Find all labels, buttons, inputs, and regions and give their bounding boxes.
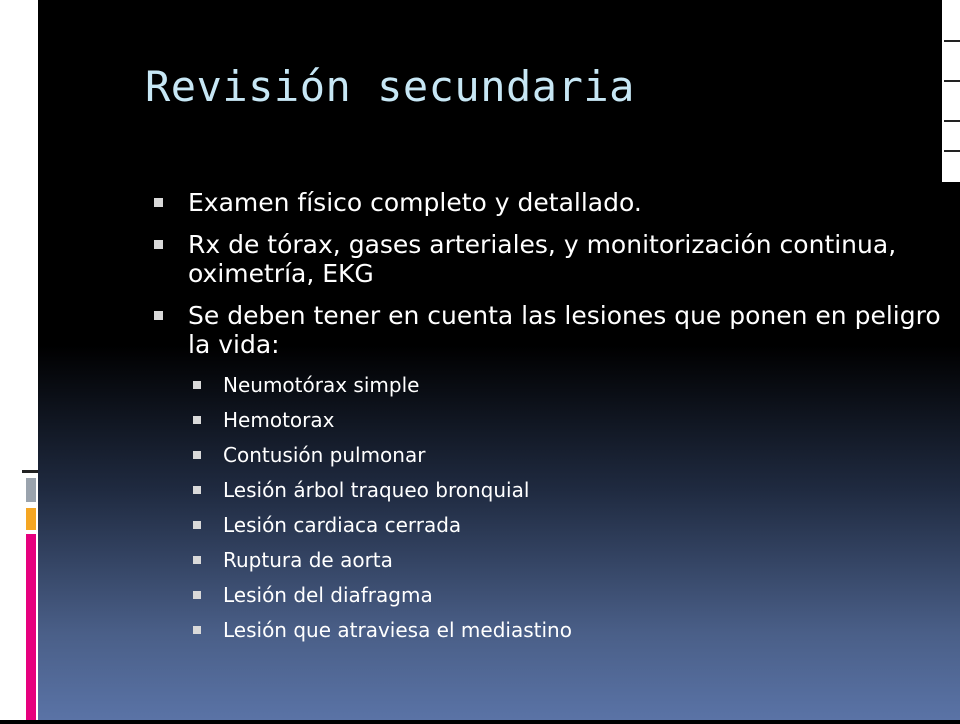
bullet-text: Rx de tórax, gases arteriales, y monitorización continua, oximetría, EKG: [188, 230, 897, 288]
sub-bullet-text: Lesión árbol traqueo bronquial: [223, 478, 530, 502]
sub-bullet-item: [150, 477, 950, 503]
bullet-text: Examen físico completo y detallado.: [188, 188, 642, 217]
bullet-item: [150, 301, 950, 359]
square-bullet-icon: [193, 416, 201, 424]
slide-title: Revisión secundaria: [145, 62, 635, 111]
square-bullet-icon: [154, 311, 163, 320]
square-bullet-icon: [193, 451, 201, 459]
sub-bullet-item: [150, 407, 950, 433]
sub-bullet-text: Lesión del diafragma: [223, 583, 433, 607]
sub-bullet-item: [150, 372, 950, 398]
sub-bullet-text: Ruptura de aorta: [223, 548, 393, 572]
square-bullet-icon: [193, 521, 201, 529]
right-decor-strip: [942, 0, 960, 720]
left-decor-bars: [0, 0, 38, 720]
sub-bullet-item: [150, 547, 950, 573]
sub-bullet-text: Lesión cardiaca cerrada: [223, 513, 462, 537]
slide: [38, 0, 960, 720]
square-bullet-icon: [193, 556, 201, 564]
bullet-list: [150, 188, 950, 652]
sub-bullet-list: [150, 372, 950, 643]
right-decor-blocks: [942, 0, 960, 720]
square-bullet-icon: [154, 240, 163, 249]
sub-bullet-text: Hemotorax: [223, 408, 335, 432]
sub-bullet-item: [150, 442, 950, 468]
sub-bullet-item: [150, 582, 950, 608]
square-bullet-icon: [154, 198, 163, 207]
bullet-item: [150, 188, 950, 217]
sub-bullet-text: Contusión pulmonar: [223, 443, 426, 467]
bullet-text: Se deben tener en cuenta las lesiones que ponen en peligro la vida:: [188, 301, 941, 359]
square-bullet-icon: [193, 381, 201, 389]
square-bullet-icon: [193, 591, 201, 599]
sub-bullet-item: [150, 617, 950, 643]
square-bullet-icon: [193, 486, 201, 494]
left-white-strip: [0, 0, 38, 720]
bullet-item: [150, 230, 950, 288]
sub-bullet-text: Neumotórax simple: [223, 373, 420, 397]
sub-bullet-text: Lesión que atraviesa el mediastino: [223, 618, 572, 642]
sub-bullet-item: [150, 512, 950, 538]
square-bullet-icon: [193, 626, 201, 634]
